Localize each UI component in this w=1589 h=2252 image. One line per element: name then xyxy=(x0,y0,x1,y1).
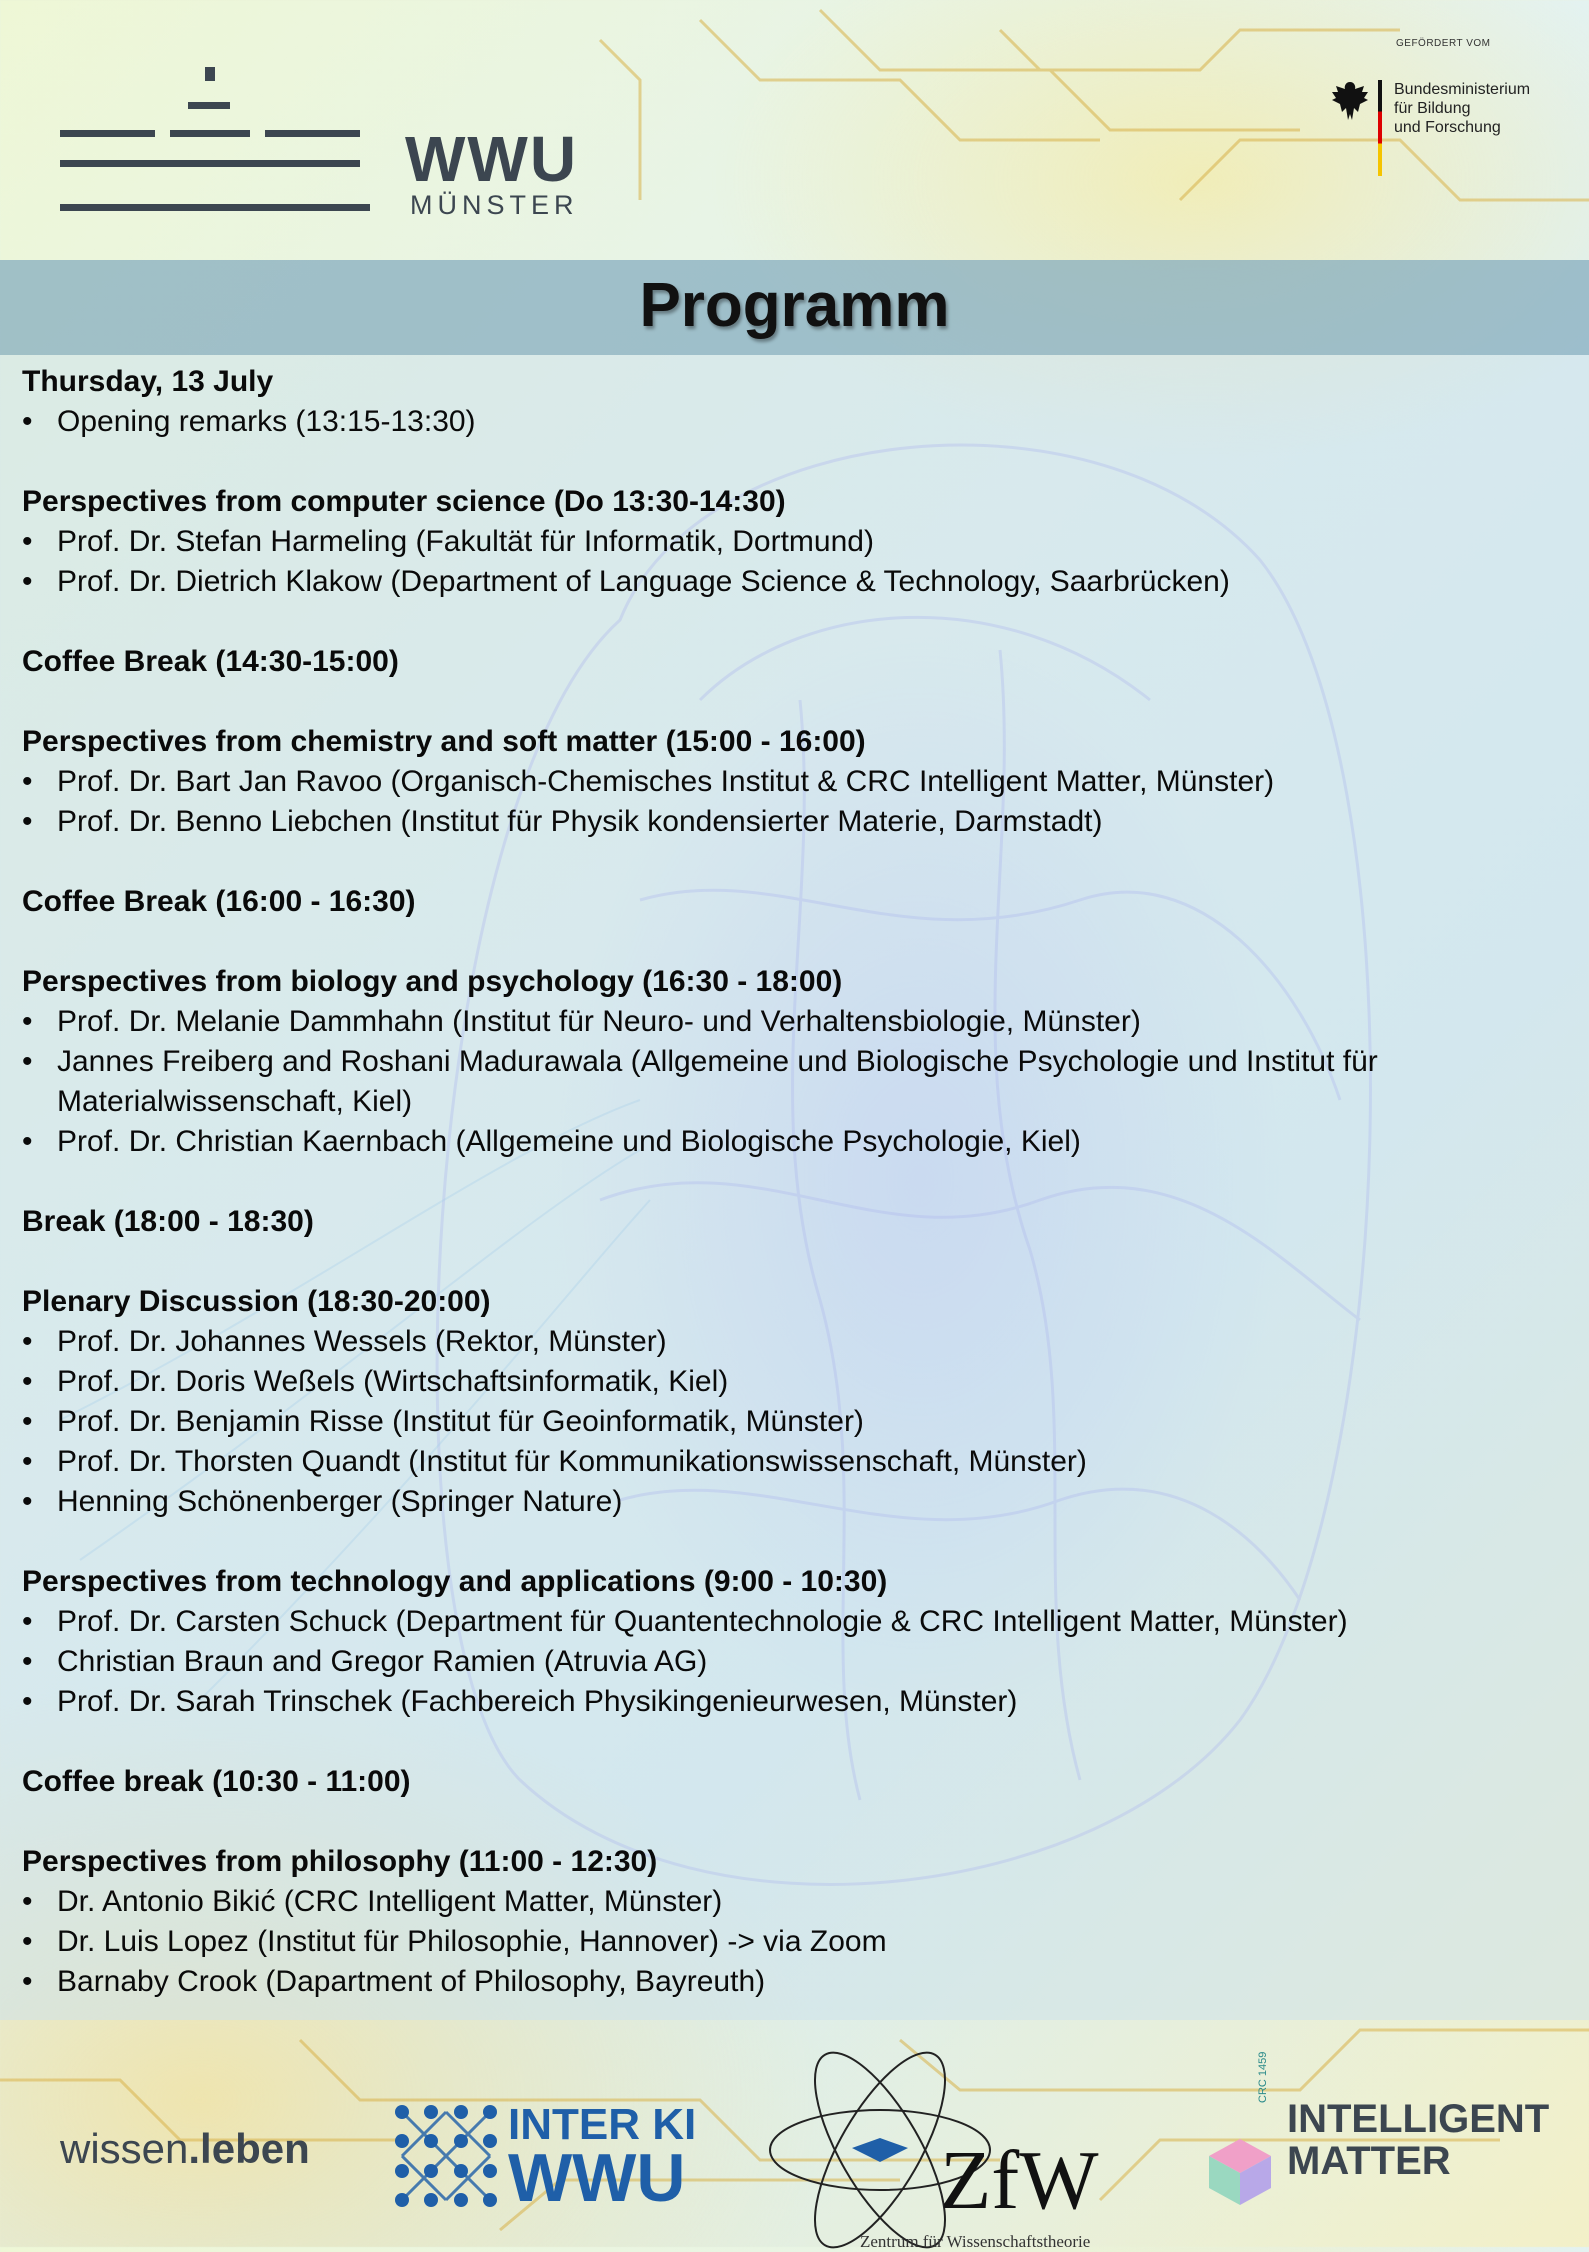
list-item xyxy=(22,1882,1572,1922)
item-text: Dr. Antonio Bikić (CRC Intelligent Matter, Münster) xyxy=(57,1885,723,1918)
section-coffee-break-2 xyxy=(22,882,1572,922)
item-text: Jannes Freiberg and Roshani Madurawala (Allgemeine und Biologische Psychologie und Institut für Materialwissenschaft, Kiel) xyxy=(57,1045,1378,1118)
footer-logos xyxy=(0,2020,1589,2251)
bmbf-name xyxy=(1394,80,1530,137)
bullet: • xyxy=(22,1965,33,1998)
german-flag-stripe xyxy=(1378,80,1382,176)
section-heading: Plenary Discussion (18:30-20:00) xyxy=(22,1285,491,1318)
leben-text: .leben xyxy=(188,2125,310,2172)
bullet: • xyxy=(22,805,33,838)
list-item xyxy=(22,402,1572,442)
section-heading: Perspectives from computer science (Do 13:30-14:30) xyxy=(22,485,786,518)
bmbf-line: und Forschung xyxy=(1394,119,1501,136)
bullet: • xyxy=(22,1045,33,1078)
bullet: • xyxy=(22,1445,33,1478)
list-item xyxy=(22,1482,1572,1522)
section-philosophy xyxy=(22,1842,1572,2002)
matter-text: MATTER xyxy=(1287,2139,1451,2183)
bullet: • xyxy=(22,1005,33,1038)
list-item xyxy=(22,1442,1572,1482)
section-heading: Break (18:00 - 18:30) xyxy=(22,1205,314,1238)
bullet: • xyxy=(22,1405,33,1438)
wwu-logo-bar xyxy=(265,130,360,137)
day-block xyxy=(22,362,1572,442)
wissen-leben-logo[interactable] xyxy=(60,2125,310,2173)
list-item xyxy=(22,562,1572,602)
section-heading: Coffee break (10:30 - 11:00) xyxy=(22,1765,411,1798)
section-coffee-break-1 xyxy=(22,642,1572,682)
list-item xyxy=(22,522,1572,562)
section-heading: Coffee Break (14:30-15:00) xyxy=(22,645,399,678)
list-item xyxy=(22,1002,1572,1042)
list-item xyxy=(22,1402,1572,1442)
wwu-logo[interactable] xyxy=(60,62,580,222)
inter-ki-text: INTER KI xyxy=(508,2100,697,2149)
section-break xyxy=(22,1202,1572,1242)
list-item xyxy=(22,1962,1572,2002)
wwu-logo-subtitle: MÜNSTER xyxy=(410,190,579,220)
intelligent-text: INTELLIGENT xyxy=(1287,2097,1550,2141)
bullet: • xyxy=(22,1605,33,1638)
item-text: Prof. Dr. Stefan Harmeling (Fakultät für Informatik, Dortmund) xyxy=(57,525,874,558)
item-text: Prof. Dr. Benjamin Risse (Institut für Geoinformatik, Münster) xyxy=(57,1405,864,1438)
zfw-logo[interactable] xyxy=(760,2050,1160,2250)
section-heading: Perspectives from chemistry and soft matter (15:00 - 16:00) xyxy=(22,725,866,758)
inter-ki-wwu-text: WWU xyxy=(508,2140,686,2216)
bullet: • xyxy=(22,1125,33,1158)
item-text: Prof. Dr. Bart Jan Ravoo (Organisch-Chemisches Institut & CRC Intelligent Matter, Münster) xyxy=(57,765,1275,798)
federal-eagle-icon xyxy=(1330,78,1370,124)
section-computer-science xyxy=(22,482,1572,602)
item-text: Prof. Dr. Melanie Dammhahn (Institut für Neuro- und Verhaltensbiologie, Münster) xyxy=(57,1005,1141,1038)
section-heading: Perspectives from biology and psychology (16:30 - 18:00) xyxy=(22,965,843,998)
hexagon-cube-icon xyxy=(1205,2137,1275,2207)
wwu-logo-bar xyxy=(60,130,155,137)
list-item xyxy=(22,1322,1572,1362)
item-text: Barnaby Crook (Dapartment of Philosophy, Bayreuth) xyxy=(57,1965,766,1998)
list-item xyxy=(22,762,1572,802)
section-heading: Perspectives from technology and applications (9:00 - 10:30) xyxy=(22,1565,888,1598)
bullet: • xyxy=(22,525,33,558)
item-text: Prof. Dr. Thorsten Quandt (Institut für Kommunikationswissenschaft, Münster) xyxy=(57,1445,1087,1478)
list-item xyxy=(22,1042,1572,1122)
bullet: • xyxy=(22,1365,33,1398)
item-text: Dr. Luis Lopez (Institut für Philosophie, Hannover) -> via Zoom xyxy=(57,1925,887,1958)
list-item xyxy=(22,1122,1572,1162)
section-heading: Perspectives from philosophy (11:00 - 12:30) xyxy=(22,1845,658,1878)
day-heading: Thursday, 13 July xyxy=(22,365,274,398)
list-item xyxy=(22,1642,1572,1682)
program-schedule xyxy=(22,362,1572,2042)
item-text: Prof. Dr. Carsten Schuck (Department für Quantentechnologie & CRC Intelligent Matter, Münster) xyxy=(57,1605,1348,1638)
section-heading: Coffee Break (16:00 - 16:30) xyxy=(22,885,416,918)
list-item xyxy=(22,1922,1572,1962)
wissen-text: wissen xyxy=(60,2125,189,2172)
item-text: Prof. Dr. Christian Kaernbach (Allgemeine und Biologische Psychologie, Kiel) xyxy=(57,1125,1081,1158)
wwu-logo-bar xyxy=(170,130,250,137)
bullet: • xyxy=(22,1645,33,1678)
bmbf-logo[interactable] xyxy=(1330,38,1560,188)
item-text: Henning Schönenberger (Springer Nature) xyxy=(57,1485,623,1518)
section-plenary-discussion xyxy=(22,1282,1572,1522)
crc-number: CRC 1459 xyxy=(1257,2051,1269,2103)
zfw-text: ZfW xyxy=(940,2134,1099,2227)
bmbf-line: für Bildung xyxy=(1394,100,1471,117)
header xyxy=(0,0,1589,260)
bullet: • xyxy=(22,1925,33,1958)
network-dots-icon xyxy=(390,2100,502,2212)
list-item xyxy=(22,802,1572,842)
item-text: Prof. Dr. Sarah Trinschek (Fachbereich Physikingenieurwesen, Münster) xyxy=(57,1685,1018,1718)
bullet: • xyxy=(22,405,33,438)
list-item xyxy=(22,1602,1572,1642)
bullet: • xyxy=(22,1485,33,1518)
bullet: • xyxy=(22,565,33,598)
section-technology xyxy=(22,1562,1572,1722)
zfw-subtitle: Zentrum für Wissenschaftstheorie xyxy=(860,2232,1091,2251)
bullet: • xyxy=(22,1685,33,1718)
list-item xyxy=(22,1362,1572,1402)
intelligent-matter-logo[interactable] xyxy=(1205,2051,1565,2215)
item-text: Prof. Dr. Dietrich Klakow (Department of Language Science & Technology, Saarbrücken) xyxy=(57,565,1230,598)
wwu-logo-mark xyxy=(205,67,215,81)
page-title: Programm xyxy=(639,271,950,340)
bullet: • xyxy=(22,1885,33,1918)
bmbf-line: Bundesministerium xyxy=(1394,81,1531,98)
inter-ki-logo[interactable] xyxy=(390,2100,710,2230)
item-text: Prof. Dr. Doris Weßels (Wirtschaftsinformatik, Kiel) xyxy=(57,1365,729,1398)
wwu-logo-name: WWU xyxy=(405,123,579,195)
bullet: • xyxy=(22,1325,33,1358)
wwu-logo-bar xyxy=(60,204,370,211)
section-chemistry xyxy=(22,722,1572,842)
item-text: Prof. Dr. Benno Liebchen (Institut für Physik kondensierter Materie, Darmstadt) xyxy=(57,805,1103,838)
section-biology-psychology xyxy=(22,962,1572,1162)
list-item xyxy=(22,1682,1572,1722)
bmbf-funding-label: GEFÖRDERT VOM xyxy=(1396,38,1491,49)
wwu-logo-mark xyxy=(188,102,230,109)
bullet: • xyxy=(22,765,33,798)
wwu-logo-bar xyxy=(60,160,360,167)
item-text: Christian Braun and Gregor Ramien (Atruvia AG) xyxy=(57,1645,708,1678)
section-coffee-break-3 xyxy=(22,1762,1572,1802)
item-text: Opening remarks (13:15-13:30) xyxy=(57,405,476,438)
item-text: Prof. Dr. Johannes Wessels (Rektor, Münster) xyxy=(57,1325,667,1358)
